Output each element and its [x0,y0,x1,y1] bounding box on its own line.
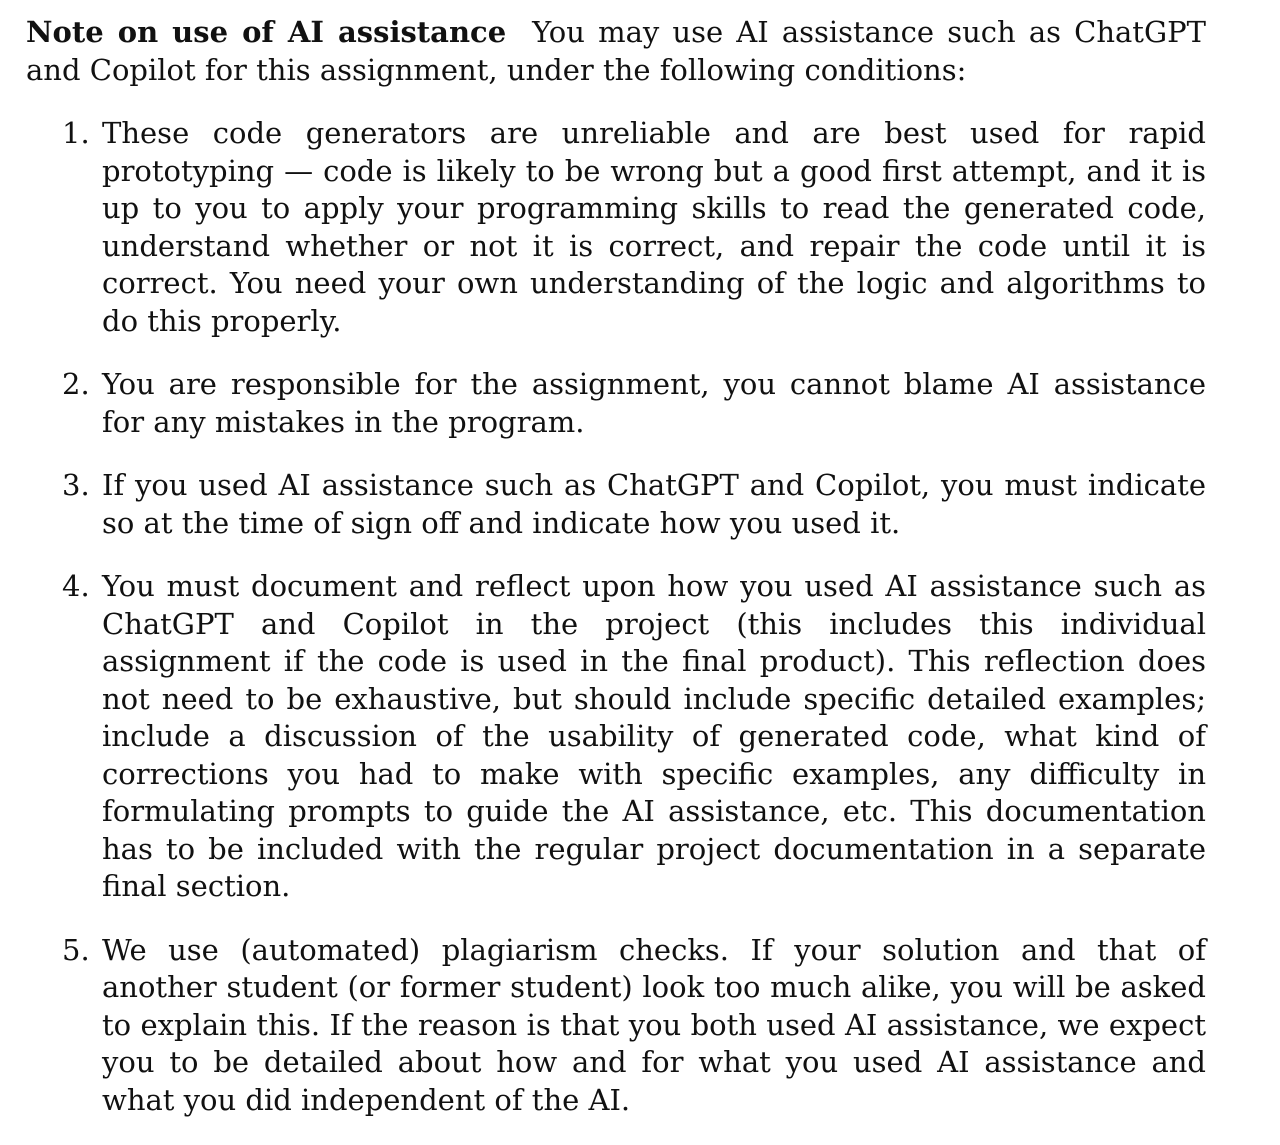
conditions-list [26,115,1206,1119]
condition-item [26,932,1206,1120]
intro-text: You may use AI assistance such as ChatGPT and Copilot for this assignment, under the following conditions: [26,15,1206,87]
condition-item [26,115,1206,340]
condition-item [26,467,1206,542]
condition-text: These code generators are unreliable and are best used for rapid prototyping — code is likely to be wrong but a good first attempt, and it is up to you to apply your programming skills to read the generated code, understand whether or not it is correct, and repair the code until it is correct. You need your own understanding of the logic and algorithms to do this properly. [102,116,1206,338]
condition-number: 3. [62,468,90,502]
condition-text: You are responsible for the assignment, you cannot blame AI assistance for any mistakes in the program. [102,367,1206,439]
condition-number: 2. [62,367,90,401]
section-heading: Note on use of AI assistance [26,15,507,49]
condition-text: You must document and reflect upon how you used AI assistance such as ChatGPT and Copilot in the project (this includes this individual assignment if the code is used in the final product). This reflection does not need to be exhaustive, but should include specific detailed examples; include a discussion of the usability of generated code, what kind of corrections you had to make with specific examples, any difficulty in formulating prompts to guide the AI assistance, etc. This documentation has to be included with the regular project documentation in a separate final section. [102,569,1206,903]
condition-item [26,568,1206,906]
document [26,14,1206,1145]
intro-paragraph [26,14,1206,89]
condition-number: 5. [62,932,90,967]
condition-text: We use (automated) plagiarism checks. If your solution and that of another student (or former student) look too much alike, you will be asked to explain this. If the reason is that you both used AI assistance, we expect you to be detailed about how and for what you used AI assistance and what you did independent of the AI. [102,932,1206,1117]
condition-number: 1. [62,116,90,150]
condition-text: If you used AI assistance such as ChatGPT and Copilot, you must indicate so at the time of sign off and indicate how you used it. [102,468,1206,540]
condition-number: 4. [62,569,90,603]
condition-item [26,366,1206,441]
